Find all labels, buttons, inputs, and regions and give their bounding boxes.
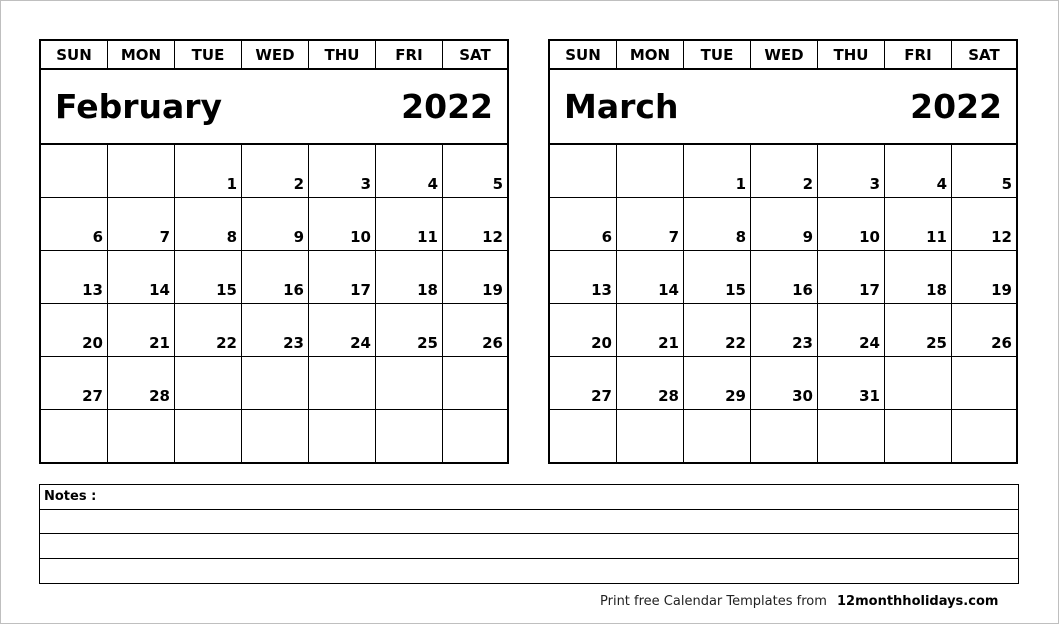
day-cell: 16 (242, 251, 309, 304)
weekday-thu: THU (309, 41, 376, 68)
day-cell: 19 (443, 251, 507, 304)
day-cell: 9 (751, 198, 818, 251)
day-cell (550, 145, 617, 198)
day-cell: 27 (550, 357, 617, 410)
calendar-march (548, 39, 1018, 464)
weekday-fri: FRI (885, 41, 952, 68)
month-year: 2022 (401, 87, 493, 126)
day-cell (684, 410, 751, 463)
day-cell: 3 (818, 145, 885, 198)
day-cell: 16 (751, 251, 818, 304)
day-cell: 31 (818, 357, 885, 410)
day-cell: 28 (617, 357, 684, 410)
day-cell: 24 (309, 304, 376, 357)
day-cell: 15 (175, 251, 242, 304)
day-cell: 10 (309, 198, 376, 251)
notes-label: Notes : (44, 489, 97, 504)
day-cell (309, 410, 376, 463)
day-cell (550, 410, 617, 463)
day-cell (376, 410, 443, 463)
day-cell: 23 (242, 304, 309, 357)
day-cell: 1 (175, 145, 242, 198)
day-cell: 10 (818, 198, 885, 251)
day-cell: 4 (885, 145, 952, 198)
month-year: 2022 (910, 87, 1002, 126)
day-cell: 22 (175, 304, 242, 357)
day-cell (751, 410, 818, 463)
day-cell: 25 (376, 304, 443, 357)
day-cell (41, 145, 108, 198)
day-cell: 3 (309, 145, 376, 198)
weekday-thu: THU (818, 41, 885, 68)
day-cell (885, 357, 952, 410)
day-cell: 12 (952, 198, 1016, 251)
day-cell: 26 (443, 304, 507, 357)
weekday-sat: SAT (459, 45, 491, 64)
day-cell: 30 (751, 357, 818, 410)
weekday-fri: FRI (376, 41, 443, 68)
day-cell: 25 (885, 304, 952, 357)
day-grid (550, 145, 1016, 463)
day-cell: 5 (952, 145, 1016, 198)
notes-line[interactable] (40, 559, 1018, 584)
day-cell (617, 145, 684, 198)
day-cell (376, 357, 443, 410)
day-cell: 23 (751, 304, 818, 357)
day-cell: 5 (443, 145, 507, 198)
day-cell: 13 (41, 251, 108, 304)
day-cell (108, 145, 175, 198)
weekday-sun: SUN (550, 41, 617, 68)
weekday-header (41, 41, 507, 70)
day-cell: 7 (108, 198, 175, 251)
month-title (41, 70, 507, 145)
day-cell (108, 410, 175, 463)
day-cell (952, 410, 1016, 463)
day-cell: 17 (309, 251, 376, 304)
weekday-wed: WED (242, 41, 309, 68)
notes-line[interactable] (40, 534, 1018, 559)
weekday-tue: TUE (175, 41, 242, 68)
weekday-sun: SUN (41, 41, 108, 68)
day-grid (41, 145, 507, 463)
day-cell: 29 (684, 357, 751, 410)
day-cell: 13 (550, 251, 617, 304)
day-cell: 8 (684, 198, 751, 251)
day-cell (242, 410, 309, 463)
day-cell: 21 (617, 304, 684, 357)
day-cell (242, 357, 309, 410)
weekday-wed: WED (751, 41, 818, 68)
day-cell: 7 (617, 198, 684, 251)
day-cell: 15 (684, 251, 751, 304)
day-cell (885, 410, 952, 463)
day-cell: 14 (617, 251, 684, 304)
day-cell: 20 (550, 304, 617, 357)
day-cell (443, 357, 507, 410)
weekday-tue: TUE (684, 41, 751, 68)
day-cell: 9 (242, 198, 309, 251)
month-name: March (564, 87, 679, 126)
weekday-mon: MON (108, 41, 175, 68)
month-name: February (55, 87, 223, 126)
notes-line[interactable] (40, 510, 1018, 535)
day-cell (617, 410, 684, 463)
day-cell: 1 (684, 145, 751, 198)
footer-credit (600, 594, 998, 609)
day-cell: 24 (818, 304, 885, 357)
notes-line[interactable] (40, 485, 1018, 510)
day-cell: 28 (108, 357, 175, 410)
calendar-february (39, 39, 509, 464)
day-cell: 22 (684, 304, 751, 357)
day-cell: 2 (242, 145, 309, 198)
day-cell: 19 (952, 251, 1016, 304)
weekday-mon: MON (617, 41, 684, 68)
day-cell: 8 (175, 198, 242, 251)
day-cell: 11 (376, 198, 443, 251)
footer-text: Print free Calendar Templates from (600, 594, 827, 609)
day-cell (818, 410, 885, 463)
day-cell: 2 (751, 145, 818, 198)
day-cell: 27 (41, 357, 108, 410)
day-cell: 18 (376, 251, 443, 304)
day-cell: 17 (818, 251, 885, 304)
day-cell: 12 (443, 198, 507, 251)
footer-site-link[interactable]: 12monthholidays.com (837, 594, 999, 609)
day-cell (443, 410, 507, 463)
weekday-sat: SAT (968, 45, 1000, 64)
day-cell (952, 357, 1016, 410)
day-cell: 14 (108, 251, 175, 304)
day-cell: 6 (41, 198, 108, 251)
day-cell (175, 357, 242, 410)
day-cell: 18 (885, 251, 952, 304)
day-cell: 4 (376, 145, 443, 198)
weekday-header (550, 41, 1016, 70)
day-cell: 21 (108, 304, 175, 357)
month-title (550, 70, 1016, 145)
day-cell: 11 (885, 198, 952, 251)
day-cell: 6 (550, 198, 617, 251)
day-cell (175, 410, 242, 463)
notes-box[interactable] (39, 484, 1019, 584)
day-cell (309, 357, 376, 410)
day-cell: 20 (41, 304, 108, 357)
day-cell (41, 410, 108, 463)
day-cell: 26 (952, 304, 1016, 357)
